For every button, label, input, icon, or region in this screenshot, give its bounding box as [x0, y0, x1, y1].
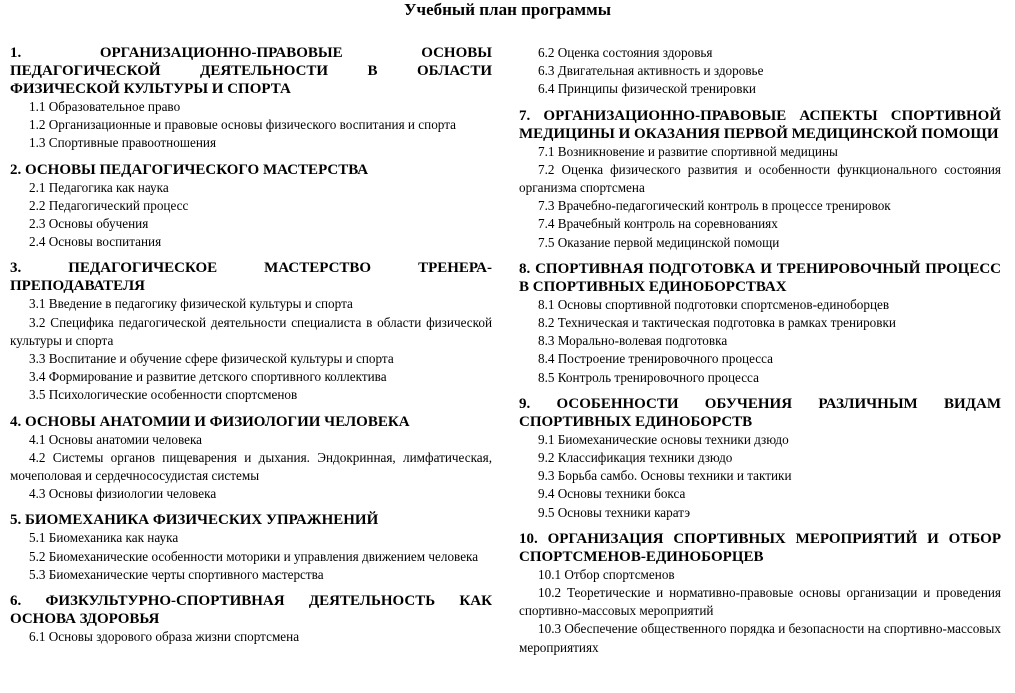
plan-item: 9.2 Классификация техники дзюдо — [538, 450, 733, 466]
plan-item: 9.1 Биомеханические основы техники дзюдо — [538, 431, 789, 447]
plan-item: 7.2 Оценка физического развития и особенности функционального состояния организма спортсмена — [519, 161, 1001, 196]
section-8 — [519, 260, 1001, 387]
section-2 — [10, 161, 492, 252]
section-heading-5: 5. БИОМЕХАНИКА ФИЗИЧЕСКИХ УПРАЖНЕНИЙ — [10, 512, 379, 529]
section-heading-1: 1. ОРГАНИЗАЦИОННО-ПРАВОВЫЕ ОСНОВЫ ПЕДАГОГИЧЕСКОЙ ДЕЯТЕЛЬНОСТИ В ОБЛАСТИ ФИЗИЧЕСКОЙ КУЛЬТУРЫ И СПОРТА — [10, 45, 492, 97]
section-heading-7: 7. ОРГАНИЗАЦИОННО-ПРАВОВЫЕ АСПЕКТЫ СПОРТИВНОЙ МЕДИЦИНЫ И ОКАЗАНИЯ ПЕРВОЙ МЕДИЦИНСКОЙ ПОМОЩИ — [519, 107, 1001, 142]
page-title: Учебный план программы — [404, 0, 611, 19]
plan-item: 7.5 Оказание первой медицинской помощи — [538, 234, 780, 250]
plan-item: 2.1 Педагогика как наука — [29, 179, 169, 195]
plan-item: 6.1 Основы здорового образа жизни спортсмена — [29, 629, 300, 645]
plan-item: 8.2 Техническая и тактическая подготовка в рамках тренировки — [538, 315, 896, 331]
section-5 — [10, 511, 492, 584]
section-spacer — [10, 503, 492, 511]
plan-item: 3.2 Специфика педагогической деятельности специалиста в области физической культуры и спорта — [10, 314, 492, 348]
section-spacer — [519, 252, 1001, 260]
plan-item: 10.2 Теоретические и нормативно-правовые основы организации и проведения спортивно-массовых мероприятий — [519, 585, 1001, 619]
plan-item: 4.1 Основы анатомии человека — [29, 431, 203, 447]
section-3 — [10, 259, 492, 404]
plan-item: 3.5 Психологические особенности спортсменов — [29, 387, 298, 403]
plan-item: 3.3 Воспитание и обучение сфере физической культуры и спорта — [29, 351, 394, 367]
plan-item: 1.2 Организационные и правовые основы физического воспитания и спорта — [29, 117, 456, 133]
plan-item: 6.4 Принципы физической тренировки — [538, 81, 756, 97]
plan-item: 4.3 Основы физиологии человека — [29, 486, 217, 502]
section-spacer — [519, 387, 1001, 395]
section-heading-6: 6. ФИЗКУЛЬТУРНО-СПОРТИВНАЯ ДЕЯТЕЛЬНОСТЬ КАК ОСНОВА ЗДОРОВЬЯ — [10, 593, 492, 628]
plan-item: 5.1 Биомеханика как наука — [29, 530, 179, 546]
plan-item: 4.2 Системы органов пищеварения и дыхания. Эндокринная, лимфатическая, мочеполовая и сердечнососудистая системы — [10, 449, 492, 484]
plan-item: 2.3 Основы обучения — [29, 216, 149, 232]
plan-item: 3.4 Формирование и развитие детского спортивного коллектива — [29, 369, 387, 385]
plan-item: 5.3 Биомеханические черты спортивного мастерства — [29, 566, 324, 582]
section-heading-8: 8. СПОРТИВНАЯ ПОДГОТОВКА И ТРЕНИРОВОЧНЫЙ ПРОЦЕСС В СПОРТИВНЫХ ЕДИНОБОРСТВАХ — [519, 260, 1001, 295]
section-heading-3: 3. ПЕДАГОГИЧЕСКОЕ МАСТЕРСТВО ТРЕНЕРА-ПРЕПОДАВАТЕЛЯ — [10, 260, 492, 295]
section-1 — [10, 44, 492, 153]
plan-item: 1.3 Спортивные правоотношения — [29, 135, 217, 151]
section-heading-10: 10. ОРГАНИЗАЦИЯ СПОРТИВНЫХ МЕРОПРИЯТИЙ И ОТБОР СПОРТСМЕНОВ-ЕДИНОБОРЦЕВ — [519, 530, 1001, 565]
plan-item: 2.2 Педагогический процесс — [29, 197, 189, 213]
plan-item: 7.3 Врачебно-педагогический контроль в процессе тренировок — [538, 198, 891, 214]
plan-item: 8.3 Морально-волевая подготовка — [538, 333, 728, 349]
plan-item: 6.3 Двигательная активность и здоровье — [538, 63, 764, 79]
section-spacer — [519, 522, 1001, 530]
left-column — [10, 44, 492, 646]
section-spacer — [10, 153, 492, 161]
section-9 — [519, 395, 1001, 522]
section-6 — [10, 592, 492, 646]
plan-item: 7.1 Возникновение и развитие спортивной медицины — [538, 143, 838, 159]
section-heading-2: 2. ОСНОВЫ ПЕДАГОГИЧЕСКОГО МАСТЕРСТВА — [10, 161, 369, 178]
section-heading-9: 9. ОСОБЕННОСТИ ОБУЧЕНИЯ РАЗЛИЧНЫМ ВИДАМ СПОРТИВНЫХ ЕДИНОБОРСТВ — [519, 395, 1001, 430]
plan-item: 2.4 Основы воспитания — [29, 234, 162, 250]
plan-item: 10.1 Отбор спортсменов — [538, 566, 675, 582]
plan-item: 10.3 Обеспечение общественного порядка и безопасности на спортивно-массовых мероприятиях — [519, 621, 1001, 655]
section-4 — [10, 413, 492, 504]
plan-item: 8.1 Основы спортивной подготовки спортсменов-единоборцев — [538, 296, 890, 312]
plan-item: 5.2 Биомеханические особенности моторики и управления движением человека — [29, 548, 479, 564]
section-spacer — [10, 405, 492, 413]
section-spacer — [10, 251, 492, 259]
section-spacer — [10, 584, 492, 592]
plan-item: 7.4 Врачебный контроль на соревнованиях — [538, 216, 778, 232]
section-7 — [519, 107, 1001, 252]
section-spacer — [519, 99, 1001, 107]
plan-item: 8.4 Построение тренировочного процесса — [538, 351, 773, 367]
plan-item: 1.1 Образовательное право — [29, 99, 181, 114]
section-6-continued — [519, 44, 1001, 99]
section-heading-4: 4. ОСНОВЫ АНАТОМИИ И ФИЗИОЛОГИИ ЧЕЛОВЕКА — [10, 413, 410, 430]
right-column — [519, 44, 1001, 657]
plan-item: 3.1 Введение в педагогику физической культуры и спорта — [29, 296, 353, 312]
plan-item: 6.2 Оценка состояния здоровья — [538, 45, 713, 60]
plan-item: 9.3 Борьба самбо. Основы техники и тактики — [538, 468, 792, 484]
section-10 — [519, 530, 1001, 657]
plan-item: 9.4 Основы техники бокса — [538, 486, 686, 502]
plan-item: 9.5 Основы техники каратэ — [538, 504, 691, 520]
plan-item: 8.5 Контроль тренировочного процесса — [538, 369, 759, 385]
